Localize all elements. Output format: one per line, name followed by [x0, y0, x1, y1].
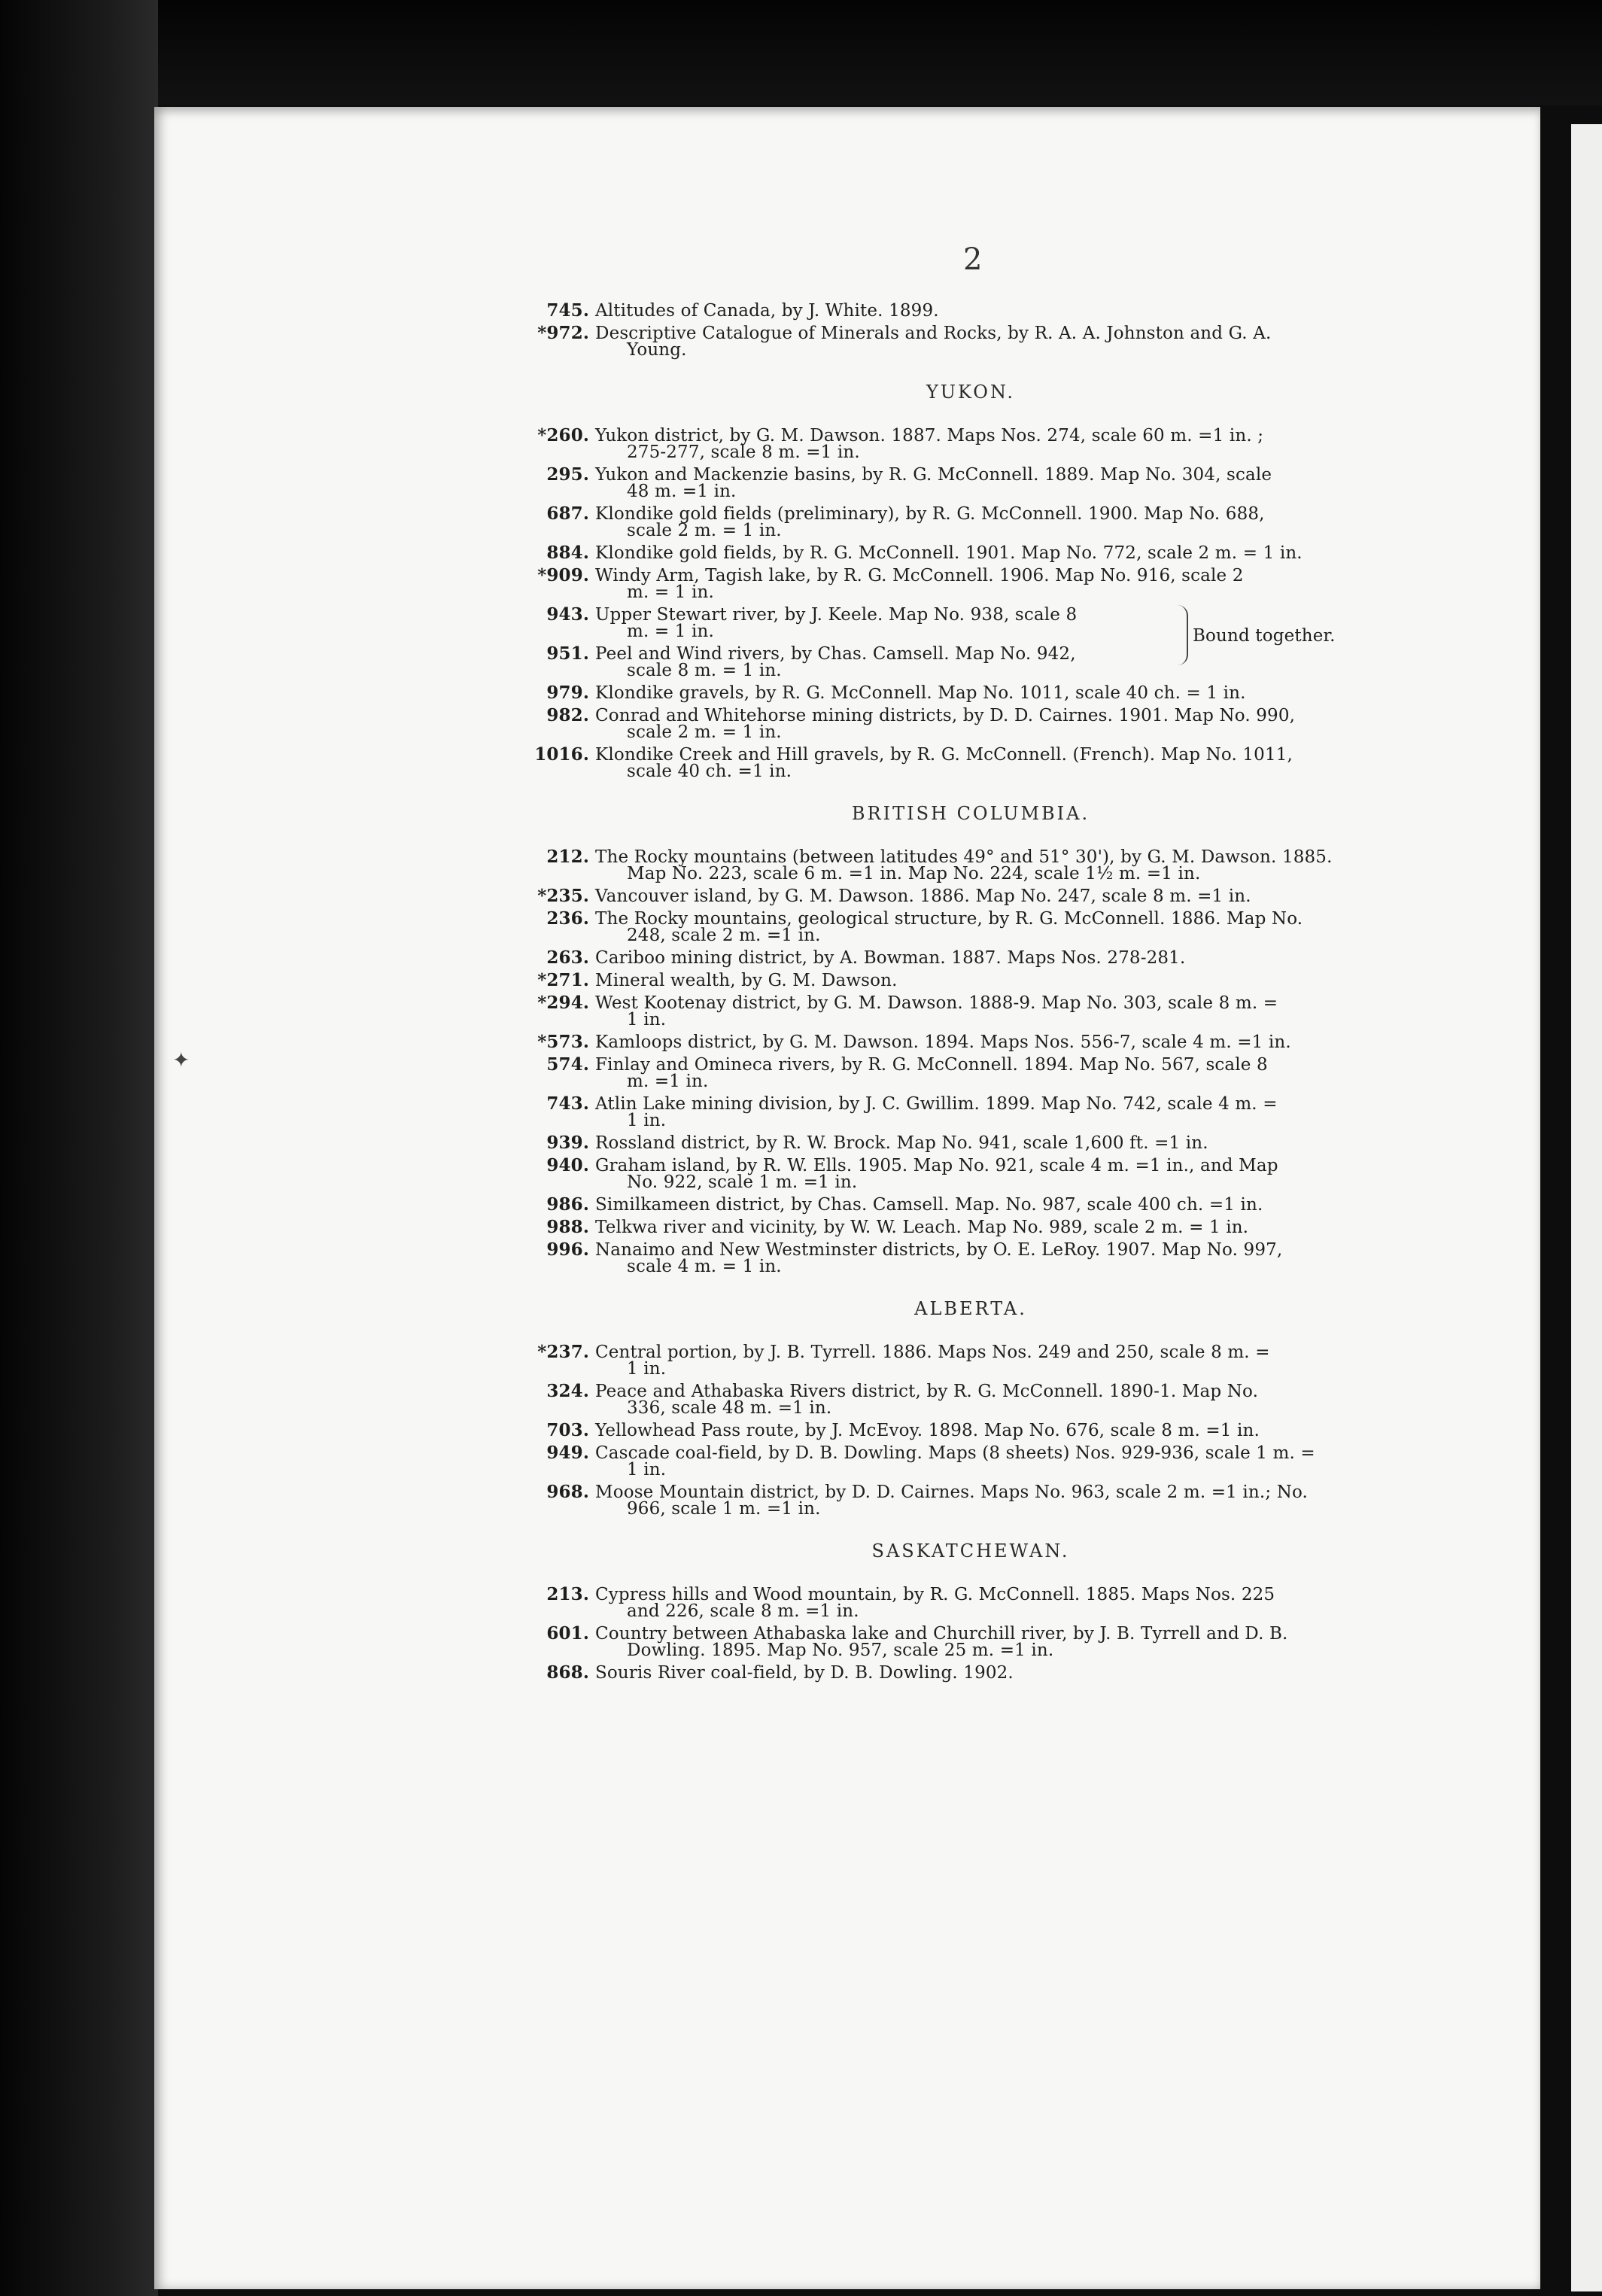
catalogue-entry [523, 427, 1418, 461]
catalogue-entry [523, 1054, 1418, 1091]
section-heading: BRITISH COLUMBIA. [851, 803, 1090, 824]
entry-number: 951. [546, 643, 589, 664]
catalogue-entry [523, 685, 1418, 701]
entry-text-line: Central portion, by J. B. Tyrrell. 1886. Maps Nos. 249 and 250, scale 8 m. = [595, 1343, 1270, 1362]
entry-number: 324. [546, 1381, 589, 1401]
entry-text-line: Altitudes of Canada, by J. White. 1899. [595, 301, 939, 321]
catalogue-entry [523, 1422, 1418, 1439]
entry-text-line: Conrad and Whitehorse mining districts, by D. D. Cairnes. 1901. Map No. 990, [595, 706, 1296, 725]
entry-text-line: Peel and Wind rivers, by Chas. Camsell. Map No. 942, [595, 644, 1076, 664]
entry-text-line: Klondike Creek and Hill gravels, by R. G. McConnell. (French). Map No. 1011, [595, 745, 1293, 765]
entry-number: 212. [546, 847, 589, 867]
catalogue-entry [523, 300, 1418, 321]
entry-text-line: Klondike gold fields (preliminary), by R. G. McConnell. 1900. Map No. 688, [595, 504, 1265, 524]
catalogue-entry [523, 1034, 1418, 1051]
entry-text-line: Map No. 223, scale 6 m. =1 in. Map No. 224, scale 1½ m. =1 in. [627, 864, 1201, 883]
catalogue-entry [523, 503, 1418, 540]
catalogue-entry [523, 643, 1418, 680]
entry-number: 263. [546, 947, 589, 968]
entry-text-line: Yellowhead Pass route, by J. McEvoy. 1898. Map No. 676, scale 8 m. =1 in. [595, 1421, 1260, 1440]
catalogue-entry [523, 1662, 1418, 1683]
adjacent-page-edge [1571, 124, 1602, 2291]
catalogue-entry [523, 1194, 1418, 1215]
entry-text-line: Peace and Athabaska Rivers district, by R. G. McConnell. 1890-1. Map No. [595, 1382, 1259, 1401]
entry-text-line: Klondike gravels, by R. G. McConnell. Map No. 1011, scale 40 ch. = 1 in. [595, 683, 1246, 703]
entry-text-line: The Rocky mountains, geological structure, by R. G. McConnell. 1886. Map No. [595, 909, 1303, 929]
entry-number: 968. [546, 1482, 589, 1502]
catalogue-entry [523, 947, 1418, 968]
entry-number: *235. [537, 886, 589, 906]
entry-text-line: Moose Mountain district, by D. D. Cairnes. Maps No. 963, scale 2 m. =1 in.; No. [595, 1483, 1309, 1502]
entry-number: 949. [546, 1443, 589, 1463]
catalogue-entry [523, 1157, 1418, 1191]
entry-text-line: Cascade coal-field, by D. B. Dowling. Maps (8 sheets) Nos. 929-936, scale 1 m. = [595, 1443, 1315, 1463]
catalogue-entry [523, 1383, 1418, 1416]
entry-text-line: scale 4 m. = 1 in. [627, 1257, 782, 1276]
entry-text-line: Finlay and Omineca rivers, by R. G. McConnell. 1894. Map No. 567, scale 8 [595, 1055, 1268, 1075]
entry-number: *294. [537, 993, 589, 1013]
entry-text-line: Rossland district, by R. W. Brock. Map No. 941, scale 1,600 ft. =1 in. [595, 1133, 1208, 1153]
entry-number: 868. [546, 1662, 589, 1683]
entry-text-line: Vancouver island, by G. M. Dawson. 1886. Map No. 247, scale 8 m. =1 in. [595, 886, 1251, 906]
entry-number: 988. [546, 1217, 589, 1237]
entry-text-line: Young. [627, 340, 687, 360]
catalogue-entry [523, 744, 1418, 781]
section-heading: YUKON. [926, 382, 1016, 403]
entry-text-line: 248, scale 2 m. =1 in. [627, 926, 821, 945]
catalogue-entry [523, 604, 1418, 641]
entry-text-line: Atlin Lake mining division, by J. C. Gwillim. 1899. Map No. 742, scale 4 m. = [595, 1094, 1278, 1114]
entry-text-line: Yukon and Mackenzie basins, by R. G. McConnell. 1889. Map No. 304, scale [595, 465, 1272, 485]
entry-text-line: Graham island, by R. W. Ells. 1905. Map No. 921, scale 4 m. =1 in., and Map [595, 1156, 1278, 1175]
catalogue-entry [523, 1586, 1418, 1619]
catalogue-entry [523, 325, 1418, 358]
entry-text-line: West Kootenay district, by G. M. Dawson. 1888-9. Map No. 303, scale 8 m. = [595, 993, 1278, 1013]
catalogue-entry [523, 1093, 1418, 1130]
entry-text-line: 48 m. =1 in. [627, 482, 737, 501]
catalogue-entry [523, 1484, 1418, 1517]
catalogue-entry [523, 1625, 1418, 1659]
bound-together-group [523, 604, 1418, 680]
entry-number: 939. [546, 1133, 589, 1153]
catalogue-entry [523, 464, 1418, 501]
entry-text-line: 1 in. [627, 1111, 667, 1130]
entry-text-line: Upper Stewart river, by J. Keele. Map No. 938, scale 8 [595, 605, 1078, 625]
catalogue-entry [523, 1445, 1418, 1478]
entry-text-line: The Rocky mountains (between latitudes 49° and 51° 30'), by G. M. Dawson. 1885. [595, 847, 1333, 867]
catalogue-entry [523, 1344, 1418, 1377]
entry-number: *260. [537, 425, 589, 446]
entry-number: 884. [546, 543, 589, 563]
entry-text-line: m. = 1 in. [627, 622, 714, 641]
entry-text-line: Descriptive Catalogue of Minerals and Rocks, by R. A. A. Johnston and G. A. [595, 324, 1272, 343]
catalogue-entry [523, 707, 1418, 740]
entry-number: 574. [546, 1054, 589, 1075]
entry-number: 743. [546, 1093, 589, 1114]
entry-text-line: 966, scale 1 m. =1 in. [627, 1499, 821, 1519]
catalogue-entry [523, 972, 1418, 989]
entry-number: 986. [546, 1194, 589, 1215]
entry-text-line: Dowling. 1895. Map No. 957, scale 25 m. =1 in. [627, 1641, 1054, 1660]
catalogue-entry [523, 545, 1418, 561]
entry-text-line: 275-277, scale 8 m. =1 in. [627, 442, 860, 462]
catalogue-entry [523, 1219, 1418, 1236]
catalogue-content [523, 300, 1418, 1687]
entry-text-line: Kamloops district, by G. M. Dawson. 1894. Maps Nos. 556-7, scale 4 m. =1 in. [595, 1032, 1291, 1052]
entry-text-line: Windy Arm, Tagish lake, by R. G. McConnell. 1906. Map No. 916, scale 2 [595, 566, 1244, 585]
entry-text-line: Cypress hills and Wood mountain, by R. G. McConnell. 1885. Maps Nos. 225 [595, 1585, 1275, 1604]
entry-number: *271. [537, 970, 589, 990]
entry-number: 1016. [534, 744, 589, 765]
entry-text-line: m. = 1 in. [627, 582, 714, 602]
entry-text-line: Yukon district, by G. M. Dawson. 1887. Maps Nos. 274, scale 60 m. =1 in. ; [595, 426, 1264, 446]
entry-text-line: scale 2 m. = 1 in. [627, 521, 782, 540]
entry-number: 295. [546, 464, 589, 485]
entry-number: 703. [546, 1420, 589, 1440]
entry-text-line: 336, scale 48 m. =1 in. [627, 1398, 832, 1418]
entry-text-line: Cariboo mining district, by A. Bowman. 1887. Maps Nos. 278-281. [595, 948, 1186, 968]
entry-number: 996. [546, 1239, 589, 1260]
entry-text-line: scale 40 ch. =1 in. [627, 762, 792, 781]
scan-border-top [0, 0, 1602, 105]
section-heading: ALBERTA. [914, 1298, 1027, 1319]
entry-number: *909. [537, 565, 589, 585]
bracket-label: Bound together. [1193, 626, 1336, 646]
entry-number: 687. [546, 503, 589, 524]
entry-text-line: No. 922, scale 1 m. =1 in. [627, 1172, 858, 1192]
catalogue-entry [523, 1135, 1418, 1151]
scan-border-left [0, 0, 158, 2296]
catalogue-entry [523, 908, 1418, 945]
entry-number: 943. [546, 604, 589, 625]
entry-text-line: m. =1 in. [627, 1072, 709, 1091]
entry-text-line: 1 in. [627, 1010, 667, 1029]
entry-number: 745. [546, 300, 589, 321]
catalogue-entry [523, 849, 1418, 882]
entry-text-line: Nanaimo and New Westminster districts, by O. E. LeRoy. 1907. Map No. 997, [595, 1240, 1283, 1260]
entry-number: *573. [537, 1032, 589, 1052]
entry-text-line: scale 2 m. = 1 in. [627, 722, 782, 742]
catalogue-entry [523, 567, 1418, 601]
entry-number: 982. [546, 705, 589, 725]
entry-text-line: 1 in. [627, 1359, 667, 1379]
page-number: 2 [963, 242, 983, 277]
entry-text-line: Similkameen district, by Chas. Camsell. Map. No. 987, scale 400 ch. =1 in. [595, 1195, 1263, 1215]
entry-text-line: 1 in. [627, 1460, 667, 1479]
entry-number: 979. [546, 683, 589, 703]
entry-text-line: Mineral wealth, by G. M. Dawson. [595, 971, 898, 990]
entry-number: *972. [537, 323, 589, 343]
margin-mark-icon: ✦ [172, 1048, 190, 1072]
entry-text-line: Country between Athabaska lake and Churchill river, by J. B. Tyrrell and D. B. [595, 1624, 1288, 1644]
entry-number: *237. [537, 1342, 589, 1362]
catalogue-entry [523, 995, 1418, 1028]
entry-number: 213. [546, 1584, 589, 1604]
catalogue-entry [523, 888, 1418, 905]
entry-number: 236. [546, 908, 589, 929]
entry-number: 601. [546, 1623, 589, 1644]
entry-text-line: Klondike gold fields, by R. G. McConnell. 1901. Map No. 772, scale 2 m. = 1 in. [595, 543, 1303, 563]
entry-text-line: Telkwa river and vicinity, by W. W. Leach. Map No. 989, scale 2 m. = 1 in. [595, 1218, 1249, 1237]
entry-text-line: scale 8 m. = 1 in. [627, 661, 782, 680]
entry-text-line: Souris River coal-field, by D. B. Dowling. 1902. [595, 1663, 1014, 1683]
entry-text-line: and 226, scale 8 m. =1 in. [627, 1601, 859, 1621]
section-heading: SASKATCHEWAN. [871, 1540, 1070, 1562]
entry-number: 940. [546, 1155, 589, 1175]
catalogue-entry [523, 1239, 1418, 1276]
